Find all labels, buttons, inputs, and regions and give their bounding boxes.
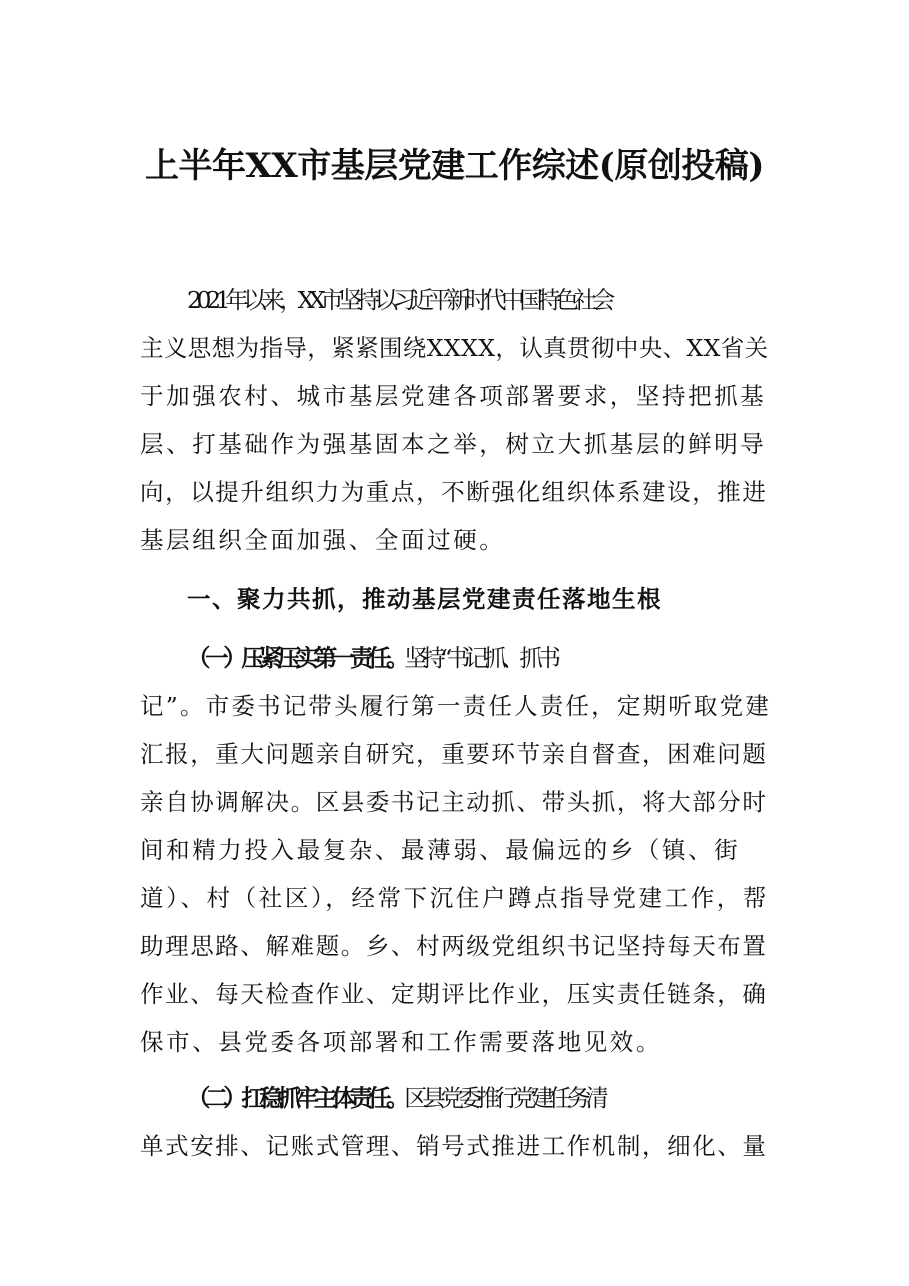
intro-line: 2021年以来，XX市坚持以习近平新时代中国特色社会 xyxy=(187,286,610,314)
item1-line: 道）、村（社区），经常下沉住户蹲点指导党建工作，帮 xyxy=(140,884,769,912)
intro-paragraph xyxy=(140,276,770,564)
item1-line: 助理思路、解难题。乡、村两级党组织书记坚持每天布置 xyxy=(140,932,768,960)
intro-line: 基层组织全面加强、全面过硬。 xyxy=(140,526,506,554)
item2-lead: （二）扛稳抓牢主体责任。 xyxy=(187,1084,405,1112)
item1-line: 汇报，重大问题亲自研究，重要环节亲自督查，困难问题 xyxy=(140,740,768,768)
item2-line: 单式安排、记账式管理、销号式推进工作机制，细化、量 xyxy=(140,1132,768,1160)
item1-line: 作业、每天检查作业、定期评比作业，压实责任链条，确 xyxy=(140,980,768,1008)
intro-line: 向，以提升组织力为重点，不断强化组织体系建设，推进 xyxy=(140,478,768,506)
intro-line: 主义思想为指导，紧紧围绕XXXX，认真贯彻中央、XX省关 xyxy=(140,334,769,362)
document-title: 上半年XX市基层党建工作综述(原创投稿) xyxy=(145,146,764,186)
intro-line: 层、打基础作为强基固本之举，树立大抓基层的鲜明导 xyxy=(140,430,767,458)
intro-line: 于加强农村、城市基层党建各项部署要求，坚持把抓基 xyxy=(140,382,767,410)
item1-line: 间和精力投入最复杂、最薄弱、最偏远的乡（镇、街 xyxy=(140,836,741,864)
section-heading: 一、聚力共抓，推动基层党建责任落地生根 xyxy=(187,585,662,613)
item2-first-line xyxy=(140,1074,770,1122)
item1-first-line-rest: 坚持“书记抓、抓书 xyxy=(404,644,556,672)
item1-first-line xyxy=(140,634,770,682)
item1-line: 亲自协调解决。区县委书记主动抓、带头抓，将大部分时 xyxy=(140,788,768,816)
document-body xyxy=(140,276,770,1170)
item1-paragraph xyxy=(140,634,770,1066)
item1-lead: （一）压紧压实第一责任。 xyxy=(187,644,405,672)
item2-first-line-rest: 区县党委推行党建任务清 xyxy=(404,1084,604,1112)
item1-line: 保市、县党委各项部署和工作需要落地见效。 xyxy=(140,1028,662,1056)
item1-line: 记”。市委书记带头履行第一责任人责任，定期听取党建 xyxy=(140,692,772,720)
item2-paragraph xyxy=(140,1074,770,1170)
